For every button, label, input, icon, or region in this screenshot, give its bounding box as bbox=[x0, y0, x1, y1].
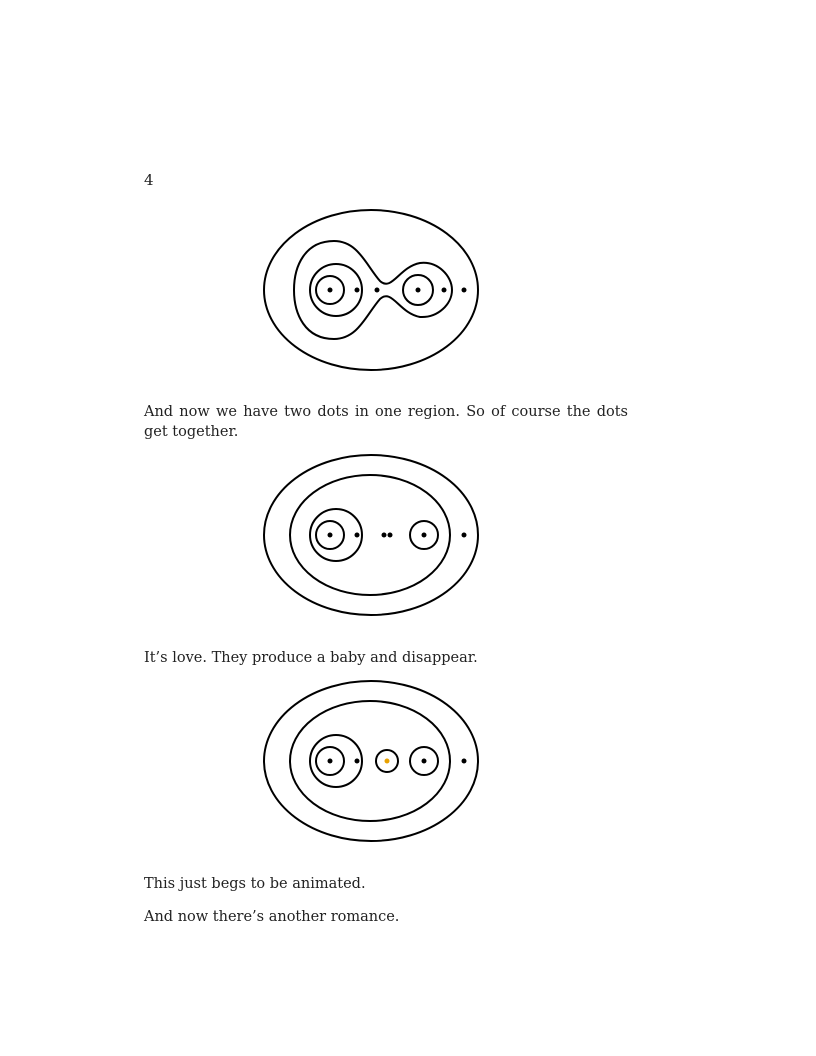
outer-ellipse bbox=[264, 455, 478, 615]
dot bbox=[382, 533, 387, 538]
dot bbox=[422, 533, 427, 538]
baby-dot bbox=[385, 759, 390, 764]
page-number: 4 bbox=[144, 171, 154, 189]
paragraph: This just begs to be animated. bbox=[144, 876, 366, 892]
dot bbox=[442, 288, 447, 293]
figure-dots-approaching bbox=[260, 206, 482, 372]
dot bbox=[355, 533, 360, 538]
paragraph: It’s love. They produce a baby and disappear. bbox=[144, 650, 478, 666]
outer-ellipse bbox=[264, 681, 478, 841]
left-middle-circle bbox=[310, 509, 362, 561]
paragraph: And now we have two dots in one region. So of course the dots get together. bbox=[144, 404, 628, 440]
left-middle-circle bbox=[310, 735, 362, 787]
dot bbox=[416, 288, 421, 293]
dot bbox=[375, 288, 380, 293]
paragraph: And now there’s another romance. bbox=[144, 909, 400, 925]
dot bbox=[422, 759, 427, 764]
dot bbox=[328, 759, 333, 764]
dot bbox=[355, 288, 360, 293]
figure-baby-dot bbox=[260, 677, 482, 843]
dot bbox=[462, 759, 467, 764]
dot bbox=[355, 759, 360, 764]
dot bbox=[462, 288, 467, 293]
dot bbox=[328, 288, 333, 293]
peanut-region bbox=[294, 241, 452, 339]
dot bbox=[462, 533, 467, 538]
dot bbox=[388, 533, 393, 538]
dot bbox=[328, 533, 333, 538]
figure-dots-together bbox=[260, 452, 482, 618]
left-middle-circle bbox=[310, 264, 362, 316]
